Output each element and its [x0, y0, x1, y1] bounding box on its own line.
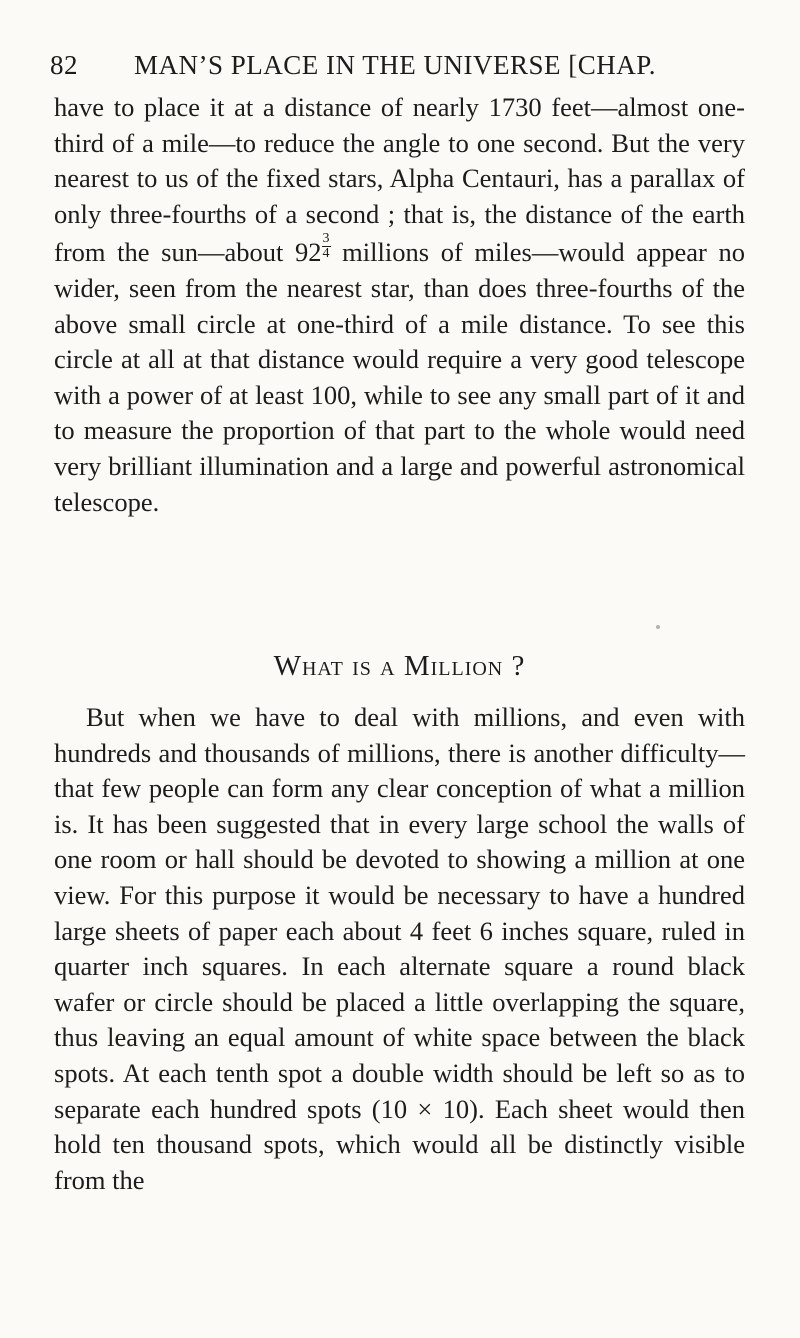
paragraph-parallax — [54, 90, 745, 520]
paragraph-text-part-2: millions of miles—would appear no wider, seen from the nearest star, than does three-fourths of the above small circle at one-third of a mile distance. To see this circle at all at that distance would require a very good telescope with a power of at least 100, while to see any small part of it and to measure the proportion of that part to the whole would need very brilliant illumination and a large and powerful astronomical telescope. — [54, 237, 745, 517]
paragraph-million — [54, 700, 745, 1198]
page-number: 82 — [50, 50, 78, 80]
paragraph-text: But when we have to deal with millions, and even with hundreds and thousands of millions, there is another difficulty—that few people can form any clear conception of what a million is. It has been suggested that in every large school the walls of one room or hall should be devoted to showing a million at one view. For this purpose it would be necessary to have a hundred large sheets of paper each about 4 feet 6 inches square, ruled in quarter inch squares. In each alternate square a round black wafer or circle should be placed a little overlapping the square, thus leaving an equal amount of white space between the black spots. At each tenth spot a double width should be left so as to separate each hundred spots (10 × 10). Each sheet would then hold ten thousand spots, which would all be distinctly visible from the — [54, 702, 745, 1195]
section-heading: What is a Million ? — [273, 650, 526, 682]
fraction-denominator: 4 — [322, 246, 330, 262]
fraction-three-quarters — [322, 232, 331, 261]
running-title: MAN’S PLACE IN THE UNIVERSE [CHAP. — [134, 50, 657, 80]
fraction-numerator: 3 — [322, 231, 330, 247]
paragraph-text-part-1: have to place it at a distance of nearly 1730 feet—almost one-third of a mile—to reduce the angle to one second. But the very nearest to us of the fixed stars, Alpha Centauri, has a parallax of only three-fourths of a second ; that is, the distance of the earth from the sun—about 92 — [54, 92, 745, 268]
running-header — [50, 50, 745, 90]
print-speck — [656, 625, 660, 629]
